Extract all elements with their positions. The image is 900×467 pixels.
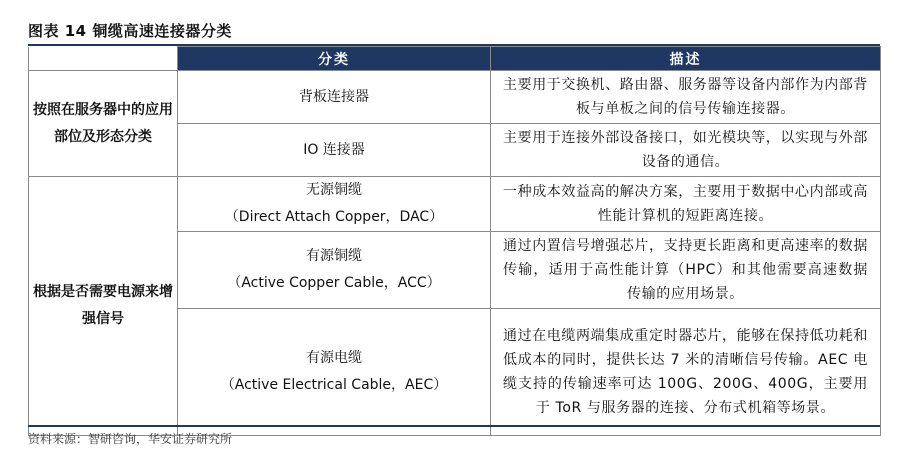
- category-subtitle: （Active Electrical Cable，AEC）: [220, 377, 448, 393]
- category-cell: [178, 124, 491, 177]
- description-cell: 通过在电缆两端集成重定时器芯片，能够在保持低功耗和低成本的同时，提供长达 7 米的清晰信号传输。AEC 电缆支持的传输速率可达 100G、200G、400G，主要用于 ToR 与服务器的连接、分布式机箱等场景。: [491, 309, 881, 436]
- group-label-position: 按照在服务器中的应用部位及形态分类: [29, 71, 178, 177]
- figure-title: 图表 14 铜缆高速连接器分类: [28, 22, 232, 40]
- category-name: 无源铜缆: [306, 182, 362, 198]
- description-cell: 主要用于连接外部设备接口，如光模块等，以实现与外部设备的通信。: [491, 124, 881, 177]
- category-name: 背板连接器: [299, 88, 369, 105]
- header-description: 描述: [491, 47, 881, 71]
- category-cell: [178, 71, 491, 124]
- category-name: 有源电缆: [306, 350, 362, 366]
- description-cell: 主要用于交换机、路由器、服务器等设备内部作为内部背板与单板之间的信号传输连接器。: [491, 71, 881, 124]
- header-empty: [29, 47, 178, 71]
- category-subtitle: （Direct Attach Copper，DAC）: [224, 209, 444, 225]
- category-cell: [178, 177, 491, 232]
- group-label-power: 根据是否需要电源来增强信号: [29, 177, 178, 436]
- table-row: [29, 71, 881, 124]
- classification-table: [28, 46, 881, 436]
- category-cell: [178, 232, 491, 309]
- description-cell: 一种成本效益高的解决方案，主要用于数据中心内部或高性能计算机的短距离连接。: [491, 177, 881, 232]
- category-name: 有源铜缆: [306, 248, 362, 264]
- bottom-rule: [28, 425, 880, 427]
- table-row: [29, 177, 881, 232]
- category-subtitle: （Active Copper Cable，ACC）: [227, 275, 441, 291]
- description-cell: 通过内置信号增强芯片，支持更长距离和更高速率的数据传输，适用于高性能计算（HPC）和其他需要高速数据传输的应用场景。: [491, 232, 881, 309]
- source-note: 资料来源：智研咨询，华安证券研究所: [28, 432, 233, 446]
- header-category: 分类: [178, 47, 491, 71]
- category-name: IO 连接器: [303, 141, 365, 158]
- category-cell: [178, 309, 491, 436]
- table-header-row: [29, 47, 881, 71]
